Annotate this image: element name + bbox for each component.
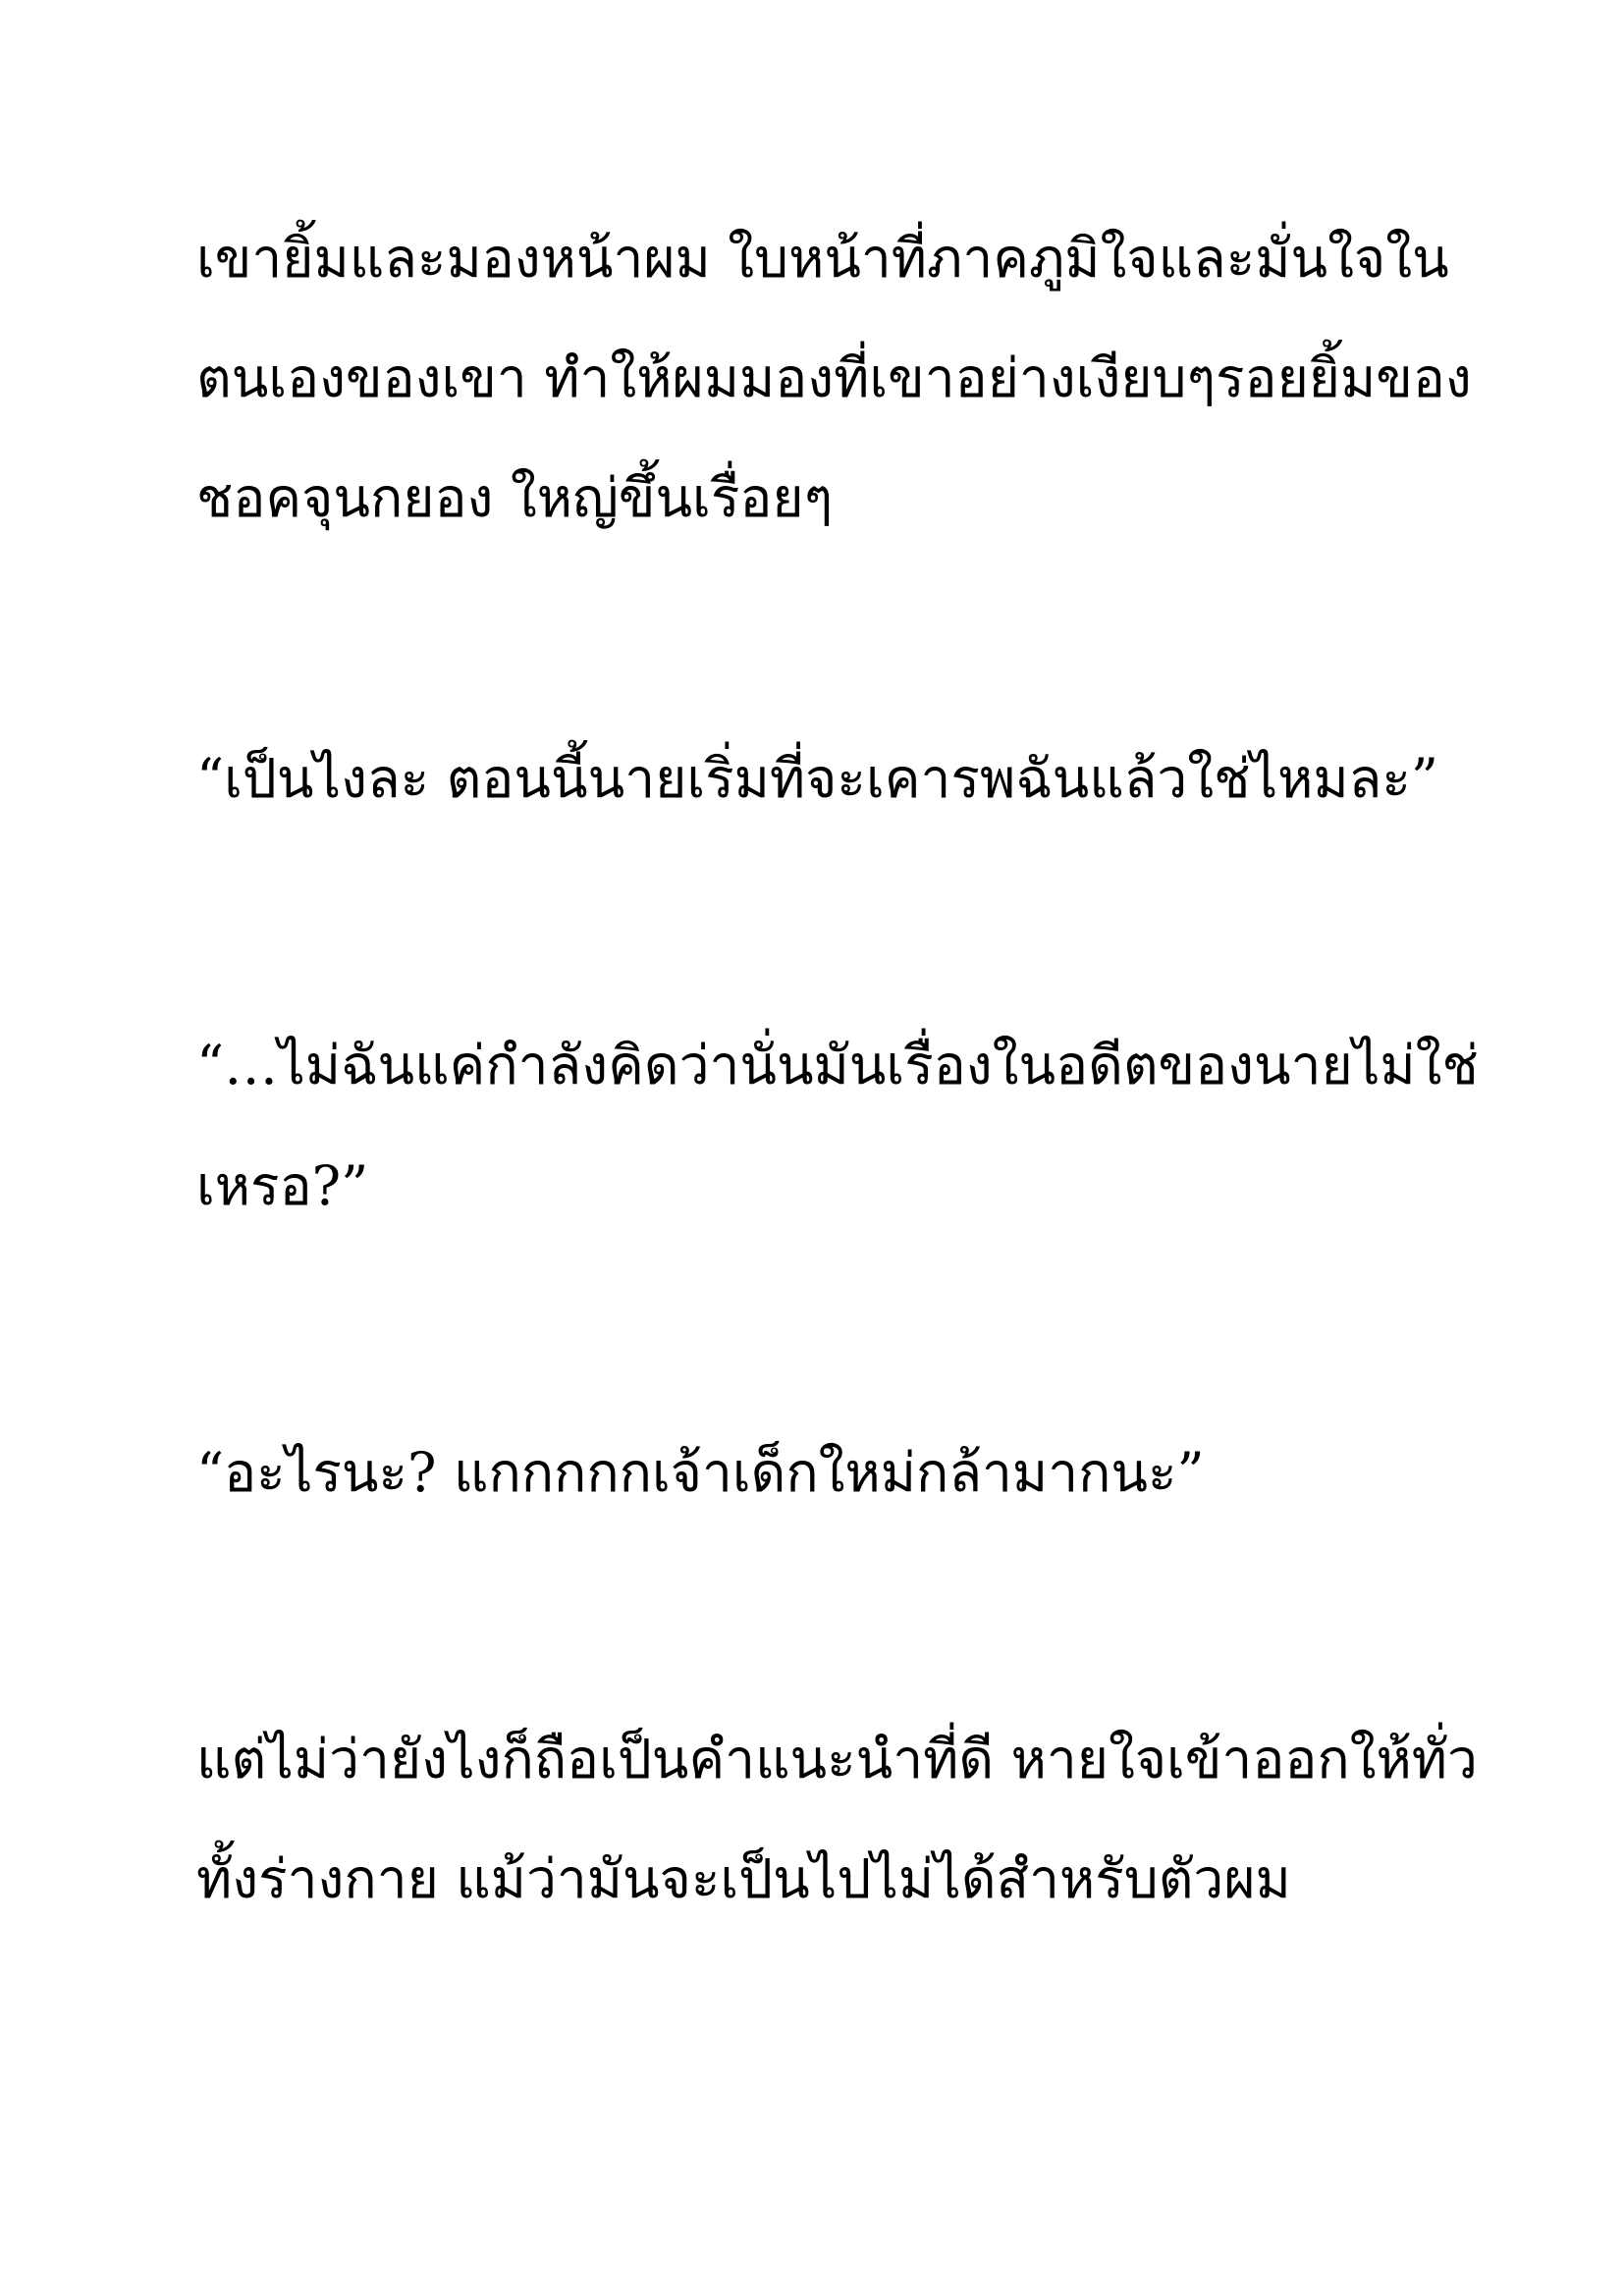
paragraph-4-line-1: “อะไรนะ? แกกกกกเจ้าเด็กใหม่กล้ามากนะ” bbox=[196, 1441, 1205, 1504]
paragraph-2-line-1: “เป็นไงละ ตอนนี้นายเริ่มที่จะเคารพฉันแล้วใช่ไหมละ” bbox=[196, 747, 1439, 810]
paragraph-5-line-1: แต่ไม่ว่ายังไงก็ถือเป็นคำแนะนำที่ดี หายใจเข้าออกให้ทั่ว bbox=[196, 1728, 1478, 1790]
paragraph-1-line-2: ตนเองของเขา ทำให้ผมมองที่เขาอย่างเงียบๆรอยยิ้มของ bbox=[196, 347, 1472, 409]
paragraph-1-line-3: ชอคจุนกยอง ใหญ่ขึ้นเรื่อยๆ bbox=[196, 466, 834, 529]
paragraph-5-line-2: ทั้งร่างกาย แม้ว่ามันจะเป็นไปไม่ได้สำหรับตัวผม bbox=[196, 1847, 1291, 1910]
paragraph-3-line-2: เหรอ?” bbox=[196, 1154, 369, 1217]
paragraph-3-line-1: “…ไม่ฉันแค่กำลังคิดว่านั่นมันเรื่องในอดีตของนายไม่ใช่ bbox=[196, 1034, 1479, 1096]
paragraph-1-line-1: เขายิ้มและมองหน้าผม ใบหน้าที่ภาคภูมิใจและมั่นใจใน bbox=[196, 227, 1449, 290]
